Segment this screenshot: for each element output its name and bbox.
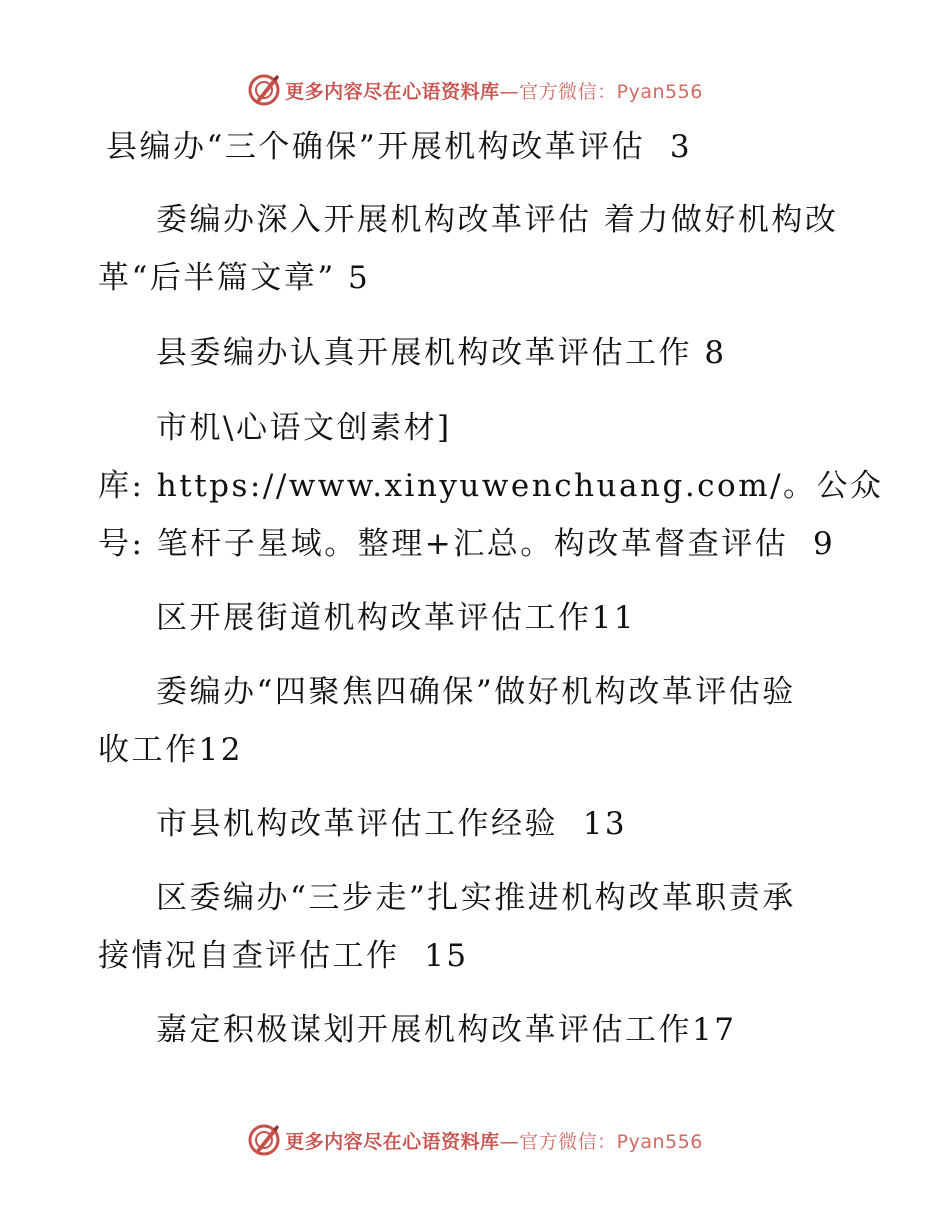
- banner-dash: —: [499, 80, 520, 103]
- toc-entry: 区开展街道机构改革评估工作11: [156, 600, 636, 636]
- toc-entry: 区委编办“三步走”扎实推进机构改革职责承: [156, 880, 796, 916]
- toc-entry: 委编办深入开展机构改革评估 着力做好机构改: [156, 202, 839, 238]
- banner-wechat-text: 官方微信：Pyan556: [519, 1130, 703, 1153]
- toc-entry: 县委编办认真开展机构改革评估工作 8: [156, 335, 727, 371]
- toc-entry: 委编办“四聚焦四确保”做好机构改革评估验: [156, 674, 796, 710]
- toc-entry-continuation: 革“后半篇文章” 5: [98, 260, 371, 296]
- banner-text: [285, 77, 703, 104]
- toc-entry-continuation: 库: https://www.xinyuwenchuang.com/。公众: [98, 468, 884, 504]
- toc-entry-continuation: 接情况自查评估工作 15: [98, 938, 469, 974]
- banner-text: [285, 1127, 703, 1154]
- footer-watermark-banner: [0, 1120, 950, 1160]
- header-watermark-banner: [0, 70, 950, 110]
- banner-main-text: 更多内容尽在心语资料库: [285, 1130, 500, 1153]
- toc-entry: 市机\心语文创素材]: [156, 410, 452, 446]
- toc-entry-continuation: 号: 笔杆子星域。整理+汇总。构改革督查评估 9: [98, 526, 836, 562]
- pen-logo-icon: [247, 1123, 281, 1157]
- toc-entry: 嘉定积极谋划开展机构改革评估工作17: [156, 1012, 737, 1048]
- toc-entry-continuation: 收工作12: [98, 732, 243, 768]
- banner-main-text: 更多内容尽在心语资料库: [285, 80, 500, 103]
- pen-logo-icon: [247, 73, 281, 107]
- toc-entry: 县编办“三个确保”开展机构改革评估 3: [106, 129, 693, 165]
- banner-wechat-text: 官方微信：Pyan556: [519, 80, 703, 103]
- banner-dash: —: [499, 1130, 520, 1153]
- toc-entry: 市县机构改革评估工作经验 13: [156, 806, 628, 842]
